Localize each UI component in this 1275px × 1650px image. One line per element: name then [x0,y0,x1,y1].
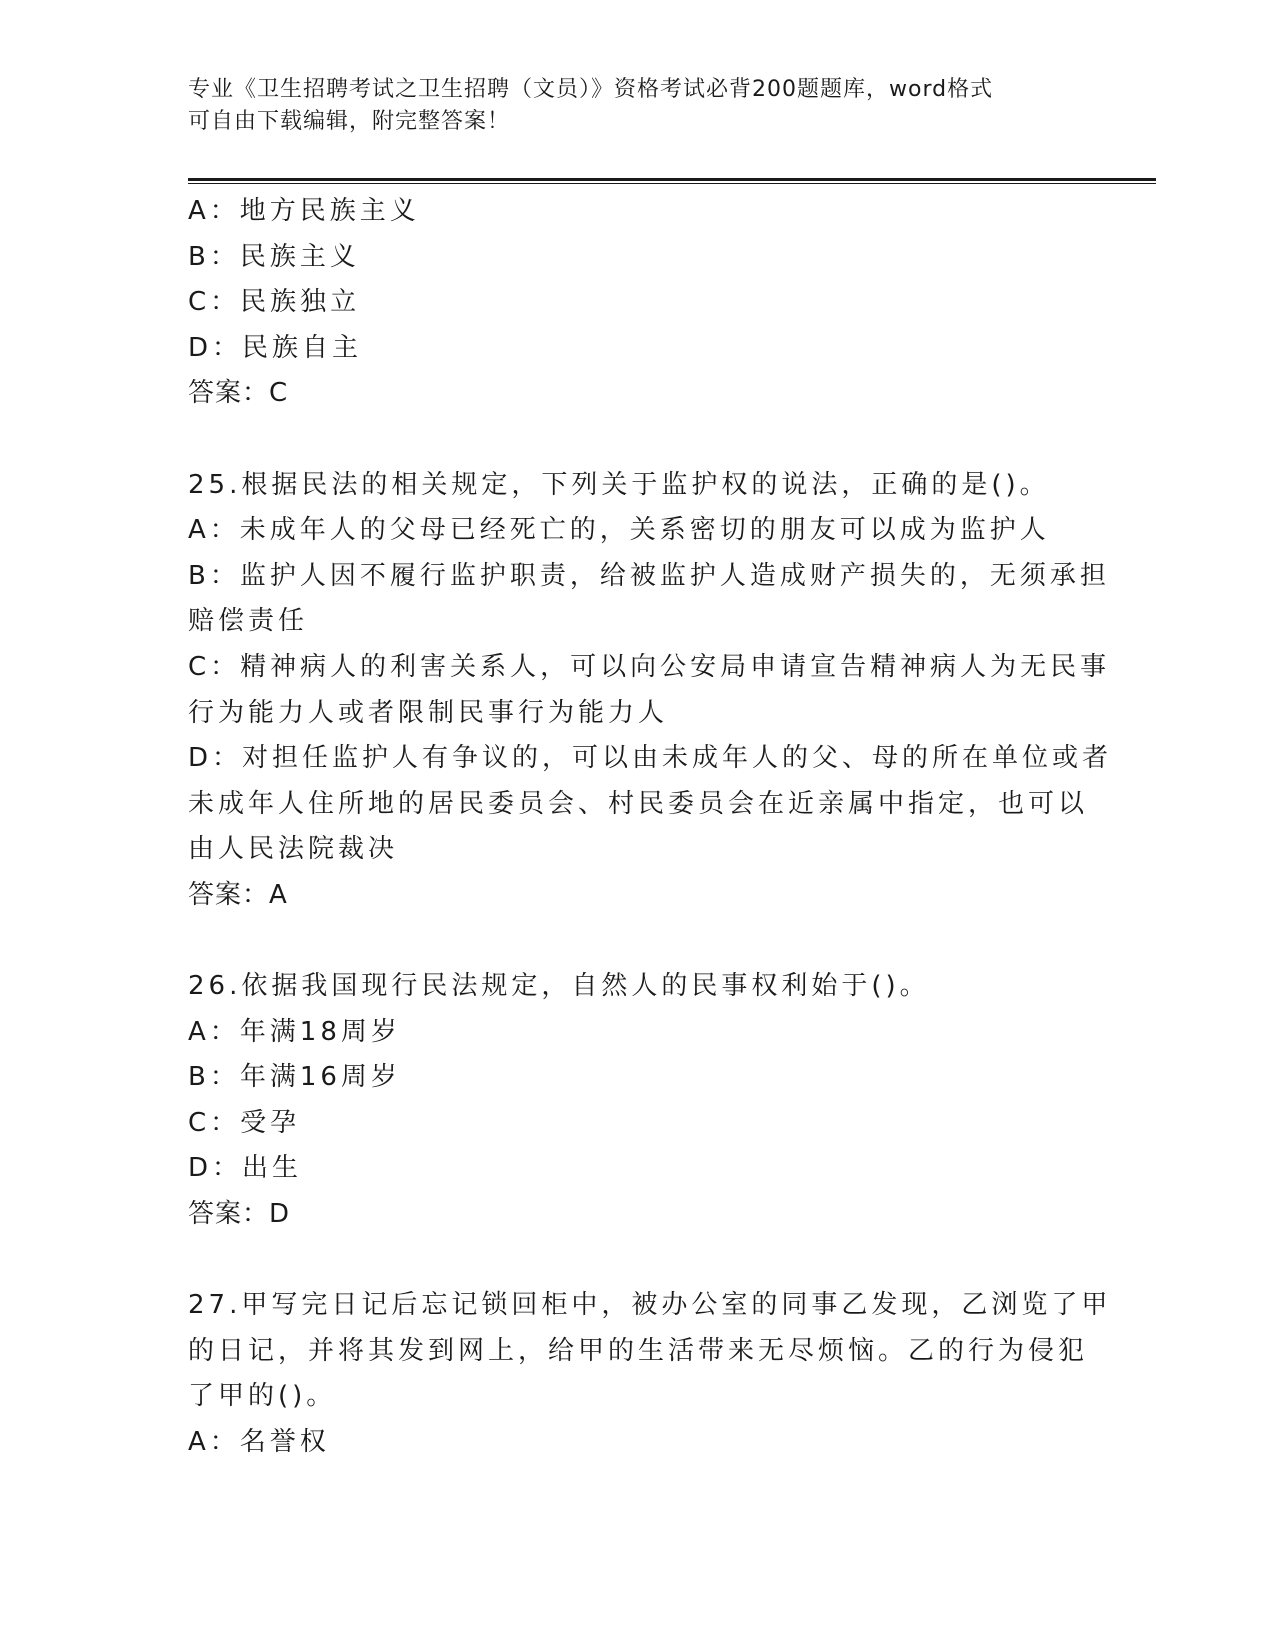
option-d: D：民族自主 [188,332,363,363]
question-content [188,189,1113,1466]
spacer [188,417,1088,463]
option-d-continued-2: 由人民法院裁决 [188,834,399,865]
header-title-line-1: 专业《卫生招聘考试之卫生招聘（文员）》资格考试必背200题题库，word格式 [188,77,994,102]
document-header [188,74,1068,138]
header-title-line-2: 可自由下载编辑，附完整答案！ [188,109,511,134]
option-a: A：地方民族主义 [188,196,420,226]
spacer [188,919,1088,965]
option-b: B：监护人因不履行监护职责，给被监护人造成财产损失的，无须承担 [188,560,1110,591]
option-c: C：民族独立 [188,287,361,318]
answer-line: 答案：C [188,378,289,409]
question-block-26 [188,964,1088,1238]
option-c: C：精神病人的利害关系人，可以向公安局申请宣告精神病人为无民事 [188,651,1111,682]
question-block-24 [188,189,1088,417]
option-d-continued: 未成年人住所地的居民委员会、村民委员会在近亲属中指定，也可以 [188,788,1089,819]
option-b: B：民族主义 [188,241,360,272]
option-a: A：年满18周岁 [188,1016,401,1047]
header-divider-thin [188,183,1156,184]
spacer [188,1238,1088,1284]
question-text: 27.甲写完日记后忘记锁回柜中，被办公室的同事乙发现，乙浏览了甲 [188,1290,1112,1321]
question-text-continued-2: 了甲的()。 [188,1381,337,1412]
answer-line: 答案：D [188,1199,291,1230]
question-text: 26.依据我国现行民法规定，自然人的民事权利始于()。 [188,971,930,1002]
question-block-27 [188,1283,1112,1465]
answer-line: 答案：A [188,879,288,910]
option-a: A：名誉权 [188,1427,330,1458]
question-block-25 [188,463,1113,919]
option-b-continued: 赔偿责任 [188,606,309,637]
header-divider-thick [188,178,1156,181]
option-b: B：年满16周岁 [188,1062,401,1093]
option-d: D：出生 [188,1153,303,1184]
option-c-continued: 行为能力人或者限制民事行为能力人 [188,697,669,728]
option-d: D：对担任监护人有争议的，可以由未成年人的父、母的所在单位或者 [188,743,1113,774]
question-text: 25.根据民法的相关规定，下列关于监护权的说法，正确的是()。 [188,469,1050,500]
question-text-continued: 的日记，并将其发到网上，给甲的生活带来无尽烦恼。乙的行为侵犯 [188,1335,1089,1366]
option-a: A：未成年人的父母已经死亡的，关系密切的朋友可以成为监护人 [188,515,1050,546]
option-c: C：受孕 [188,1107,301,1138]
